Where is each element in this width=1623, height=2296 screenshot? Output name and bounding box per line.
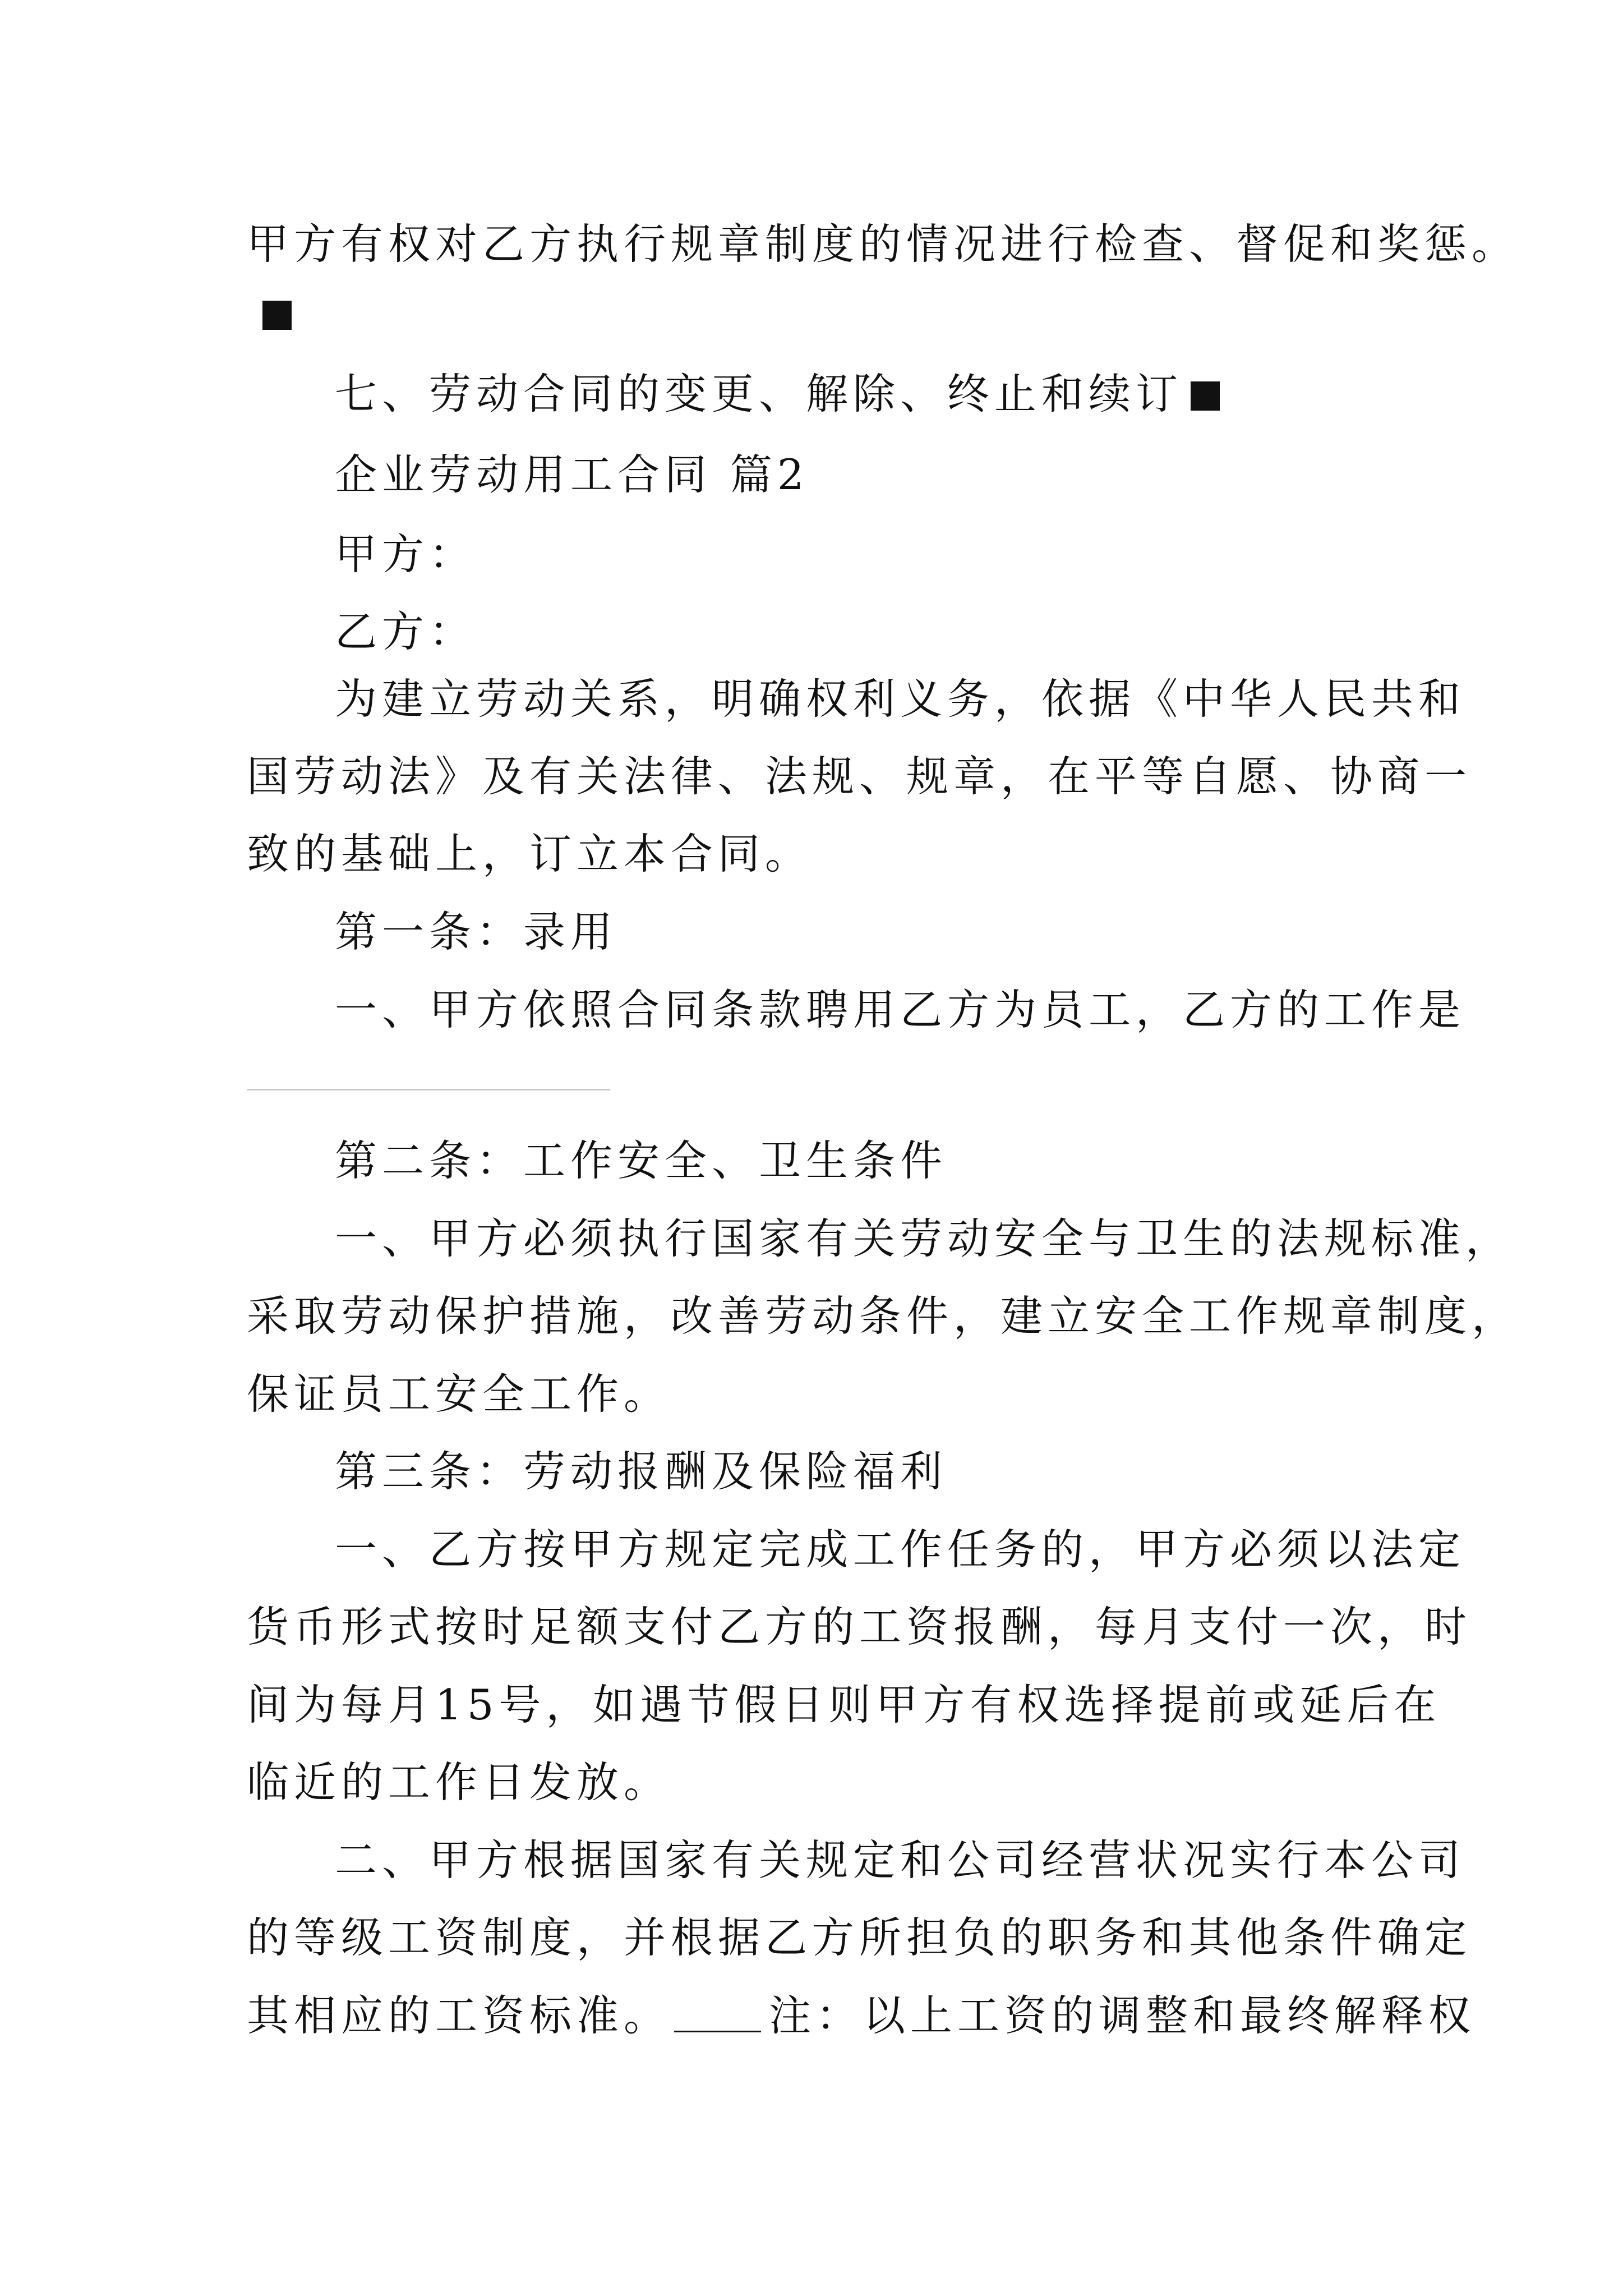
article-heading: 第二条：工作安全、卫生条件 xyxy=(335,1136,948,1185)
section-heading-line xyxy=(335,366,1212,422)
paragraph-line: 二、甲方根据国家有关规定和公司经营状况实行本公司 xyxy=(335,1835,1466,1885)
article-heading: 第三条：劳动报酬及保险福利 xyxy=(335,1447,948,1496)
paragraph-text: 其相应的工资标准。 xyxy=(247,1991,671,2040)
fill-in-blank xyxy=(674,1991,761,2032)
paragraph-line: 货币形式按时足额支付乙方的工资报酬，每月支付一次，时 xyxy=(247,1602,1472,1651)
paragraph-line: 临近的工作日发放。 xyxy=(247,1757,671,1807)
paragraph-line: 一、乙方按甲方规定完成工作任务的，甲方必须以法定 xyxy=(335,1525,1466,1574)
party-a-label: 甲方： xyxy=(335,530,477,579)
party-b-label: 乙方： xyxy=(335,607,477,656)
black-square-mark xyxy=(262,301,292,330)
article-heading: 第一条：录用 xyxy=(335,907,618,956)
paragraph-line xyxy=(247,1987,1476,2044)
paragraph-line: 保证员工安全工作。 xyxy=(247,1369,671,1419)
paragraph-line: 国劳动法》及有关法律、法规、规章，在平等自愿、协商一 xyxy=(247,752,1472,801)
paragraph-line: 的等级工资制度，并根据乙方所担负的职务和其他条件确定 xyxy=(247,1913,1472,1962)
black-square-mark xyxy=(1191,381,1220,411)
paragraph-line: 甲方有权对乙方执行规章制度的情况进行检查、督促和奖惩。 xyxy=(247,219,1519,269)
paragraph-line: 为建立劳动关系，明确权利义务，依据《中华人民共和 xyxy=(335,674,1466,724)
page-divider xyxy=(247,1089,610,1091)
paragraph-line: 采取劳动保护措施，改善劳动条件，建立安全工作规章制度， xyxy=(247,1291,1519,1341)
paragraph-line: 一、甲方必须执行国家有关劳动安全与卫生的法规标准， xyxy=(335,1214,1513,1263)
paragraph-line: 间为每月15号，如遇节假日则甲方有权选择提前或延后在 xyxy=(247,1680,1441,1729)
paragraph-line: 一、甲方依照合同条款聘用乙方为员工，乙方的工作是 xyxy=(335,985,1466,1034)
section-heading-text: 七、劳动合同的变更、解除、终止和续订 xyxy=(335,369,1183,418)
contract-title: 企业劳动用工合同 篇2 xyxy=(335,450,809,499)
paragraph-line: 致的基础上，订立本合同。 xyxy=(247,829,813,878)
paragraph-text: 注：以上工资的调整和最终解释权 xyxy=(769,1991,1476,2040)
